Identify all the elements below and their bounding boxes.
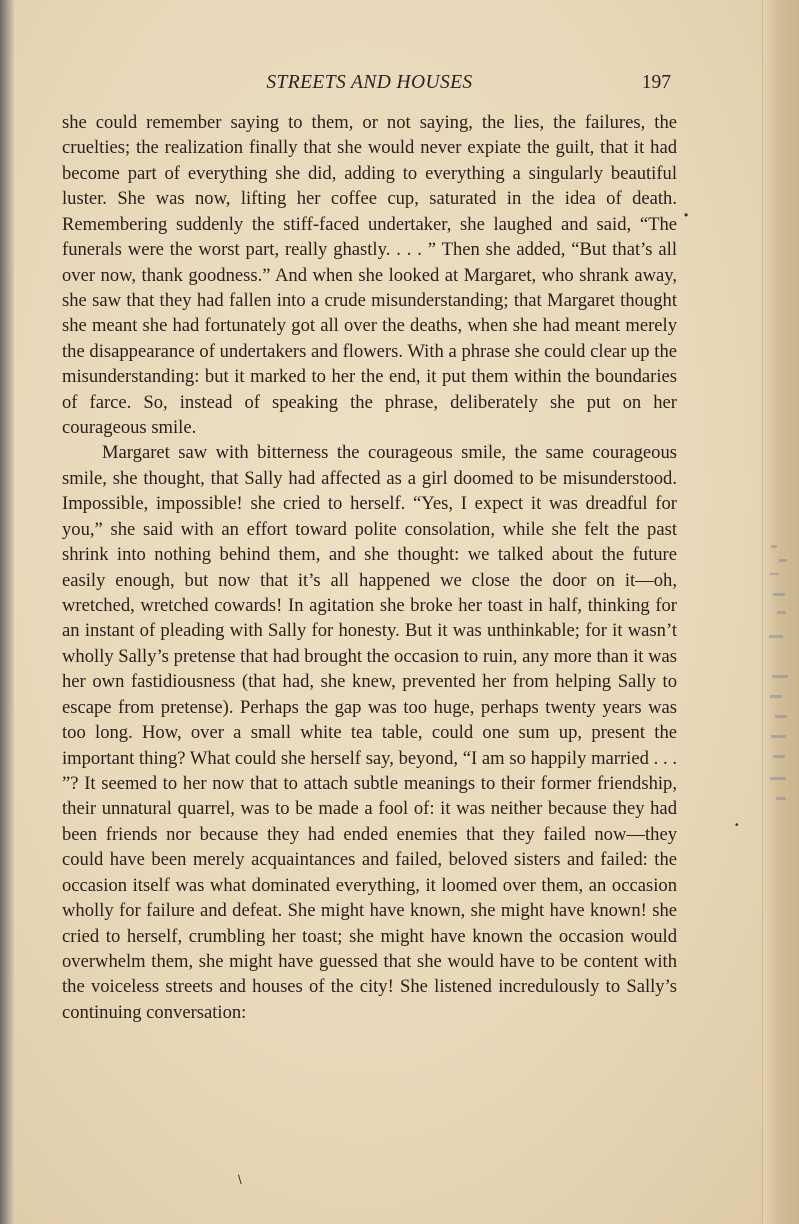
running-head [62, 70, 677, 100]
show-through-marks [767, 545, 791, 815]
page-edge [762, 0, 799, 1224]
ink-speck: \ [238, 1172, 242, 1187]
page-number: 197 [641, 72, 671, 93]
paragraph: she could remember saying to them, or not saying, the lies, the failures, the cruelties; the realization finally that she would never expiate the guilt, that it had become part of everything she did, adding to everything a singularly beautiful luster. She was now, lifting her coffee cup, saturated in the idea of death. Remembering suddenly the stiff-faced undertaker, she laughed and said, “The funerals were the worst part, really ghastly. . . . ” Then she added, “But that’s all over now, thank goodness.” And when she looked at Margaret, who shrank away, she saw that they had fallen into a crude misunderstanding; that Margaret thought she meant she had fortunately got all over the deaths, when she had meant merely the disappearance of undertakers and flowers. With a phrase she could clear up the misunderstanding: but it marked to her the end, it put them within the boundaries of farce. So, instead of speaking the phrase, deliberately she put on her courageous smile. [62, 112, 677, 439]
ink-speck: • [735, 820, 739, 831]
paragraph: Margaret saw with bitterness the courageous smile, the same courageous smile, she thought, that Sally had affected as a girl doomed to be misunderstood. Impossible, impossible! she cried to herself. “Yes, I expect it was dreadful for you,” she said with an effort toward polite consolation, while she felt the past shrink into nothing behind them, and she thought: we talked about the future easily enough, but now that it’s all happened we close the door on it—oh, wretched, wretched cowards! In agitation she broke her toast in half, thinking for an instant of pleading with Sally for honesty. But it was unthinkable; for it wasn’t wholly Sally’s pretense that had brought the occasion to ruin, any more than it was her own fastidiousness (that had, she knew, prevented her from helping Sally to escape from pretense). Perhaps the gap was too huge, perhaps twenty years was too long. How, over a small white tea table, could one sum up, present the important thing? What could she herself say, beyond, “I am so happily married . . . ”? It seemed to her now that to attach subtle meanings to their former friendship, their unnatural quarrel, was to be made a fool of: it was neither because they had been friends nor because they had ended enemies that they failed now—they could have been merely acquaintances and failed, beloved sisters and failed: the occasion itself was what dominated everything, it loomed over them, an occasion wholly for failure and defeat. She might have known, she might have known! she cried to herself, crumbling her toast; she might have known the occasion would overwhelm them, she might have guessed that she would have to be content with the voiceless streets and houses of the city! She listened incredulously to Sally’s continuing conversation: [62, 442, 678, 1023]
ink-speck: • [684, 208, 689, 222]
body-text [62, 110, 677, 1025]
running-title: STREETS AND HOUSES [266, 72, 473, 93]
binding-gutter [0, 0, 14, 1224]
